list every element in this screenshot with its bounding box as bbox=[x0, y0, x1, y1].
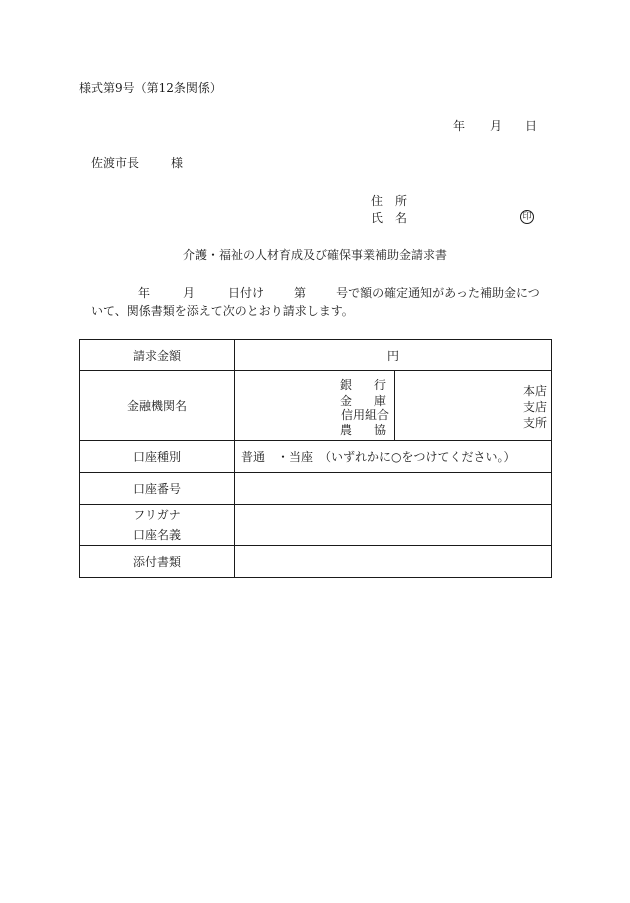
name-label-char-1: 氏 bbox=[371, 211, 384, 225]
account-type-field[interactable]: 普通 ・当座 （いずれかに○をつけてください。） bbox=[235, 441, 552, 473]
attachments-field[interactable] bbox=[235, 546, 552, 578]
body-year: 年 bbox=[138, 286, 151, 300]
institution-type-shinkin bbox=[340, 395, 386, 407]
date-year-label: 年 bbox=[453, 119, 466, 133]
institution-type-credit-union bbox=[341, 409, 389, 421]
address-label-char-1: 住 bbox=[371, 194, 384, 208]
account-number-field[interactable] bbox=[235, 473, 552, 505]
branch-type-branch: 支店 bbox=[522, 400, 547, 414]
shinkin-char-1: 金 bbox=[340, 394, 353, 408]
account-name-field[interactable] bbox=[235, 505, 552, 546]
body-number-suffix: 号で額の確定通知があった補助金につ bbox=[336, 286, 540, 300]
account-type-label: 口座種別 bbox=[80, 441, 235, 473]
institution-type-agri-coop bbox=[340, 424, 386, 436]
agri-coop-char-1: 農 bbox=[340, 423, 353, 437]
applicant-name bbox=[371, 212, 407, 224]
bank-char-1: 銀 bbox=[340, 378, 353, 392]
branch-type-list bbox=[523, 383, 547, 431]
addressee-name: 佐渡市長 bbox=[91, 156, 140, 170]
table-row-attachments bbox=[80, 546, 552, 578]
branch-type-sub-branch: 支所 bbox=[522, 416, 547, 430]
table-row-account-name bbox=[80, 505, 552, 546]
body-text-line-1 bbox=[138, 287, 540, 299]
bank-char-2: 行 bbox=[374, 378, 387, 392]
institution-type-bank bbox=[340, 379, 386, 391]
attachments-label: 添付書類 bbox=[80, 546, 235, 578]
body-number-prefix: 第 bbox=[294, 286, 307, 300]
shinkin-char-2: 庫 bbox=[374, 394, 387, 408]
body-text-line-2: いて、関係書類を添えて次のとおり請求します。 bbox=[91, 304, 354, 318]
addressee bbox=[91, 157, 183, 169]
table-row-amount bbox=[80, 340, 552, 371]
date-month-label: 月 bbox=[490, 119, 503, 133]
amount-field[interactable] bbox=[235, 340, 552, 371]
name-label-char-2: 名 bbox=[395, 211, 408, 225]
institution-type-list bbox=[235, 371, 395, 440]
amount-label: 請求金額 bbox=[80, 340, 235, 371]
date-day-label: 日 bbox=[525, 119, 538, 133]
account-name-label bbox=[80, 505, 235, 546]
form-number: 様式第9号（第12条関係） bbox=[79, 81, 222, 95]
institution-label: 金融機関名 bbox=[80, 371, 235, 441]
account-holder-label: 口座名義 bbox=[132, 528, 181, 542]
request-date bbox=[453, 120, 537, 132]
body-dated: 日付け bbox=[228, 286, 265, 300]
amount-unit: 円 bbox=[386, 348, 399, 363]
account-number-label: 口座番号 bbox=[80, 473, 235, 505]
address-label-char-2: 所 bbox=[395, 194, 408, 208]
document-title: 介護・福祉の人材育成及び確保事業補助金請求書 bbox=[182, 248, 447, 262]
table-row-institution bbox=[80, 371, 552, 441]
seal-mark: 印 bbox=[520, 210, 534, 224]
request-form-table bbox=[79, 339, 552, 578]
addressee-honorific: 様 bbox=[171, 156, 184, 170]
body-month: 月 bbox=[183, 286, 196, 300]
institution-field[interactable] bbox=[235, 371, 552, 441]
credit-union-text: 信用組合 bbox=[341, 408, 390, 422]
agri-coop-char-2: 協 bbox=[374, 423, 387, 437]
table-row-account-number bbox=[80, 473, 552, 505]
applicant-address bbox=[371, 195, 407, 207]
furigana-label: フリガナ bbox=[133, 508, 181, 522]
branch-type-head-office: 本店 bbox=[522, 384, 547, 398]
table-row-account-type bbox=[80, 441, 552, 473]
